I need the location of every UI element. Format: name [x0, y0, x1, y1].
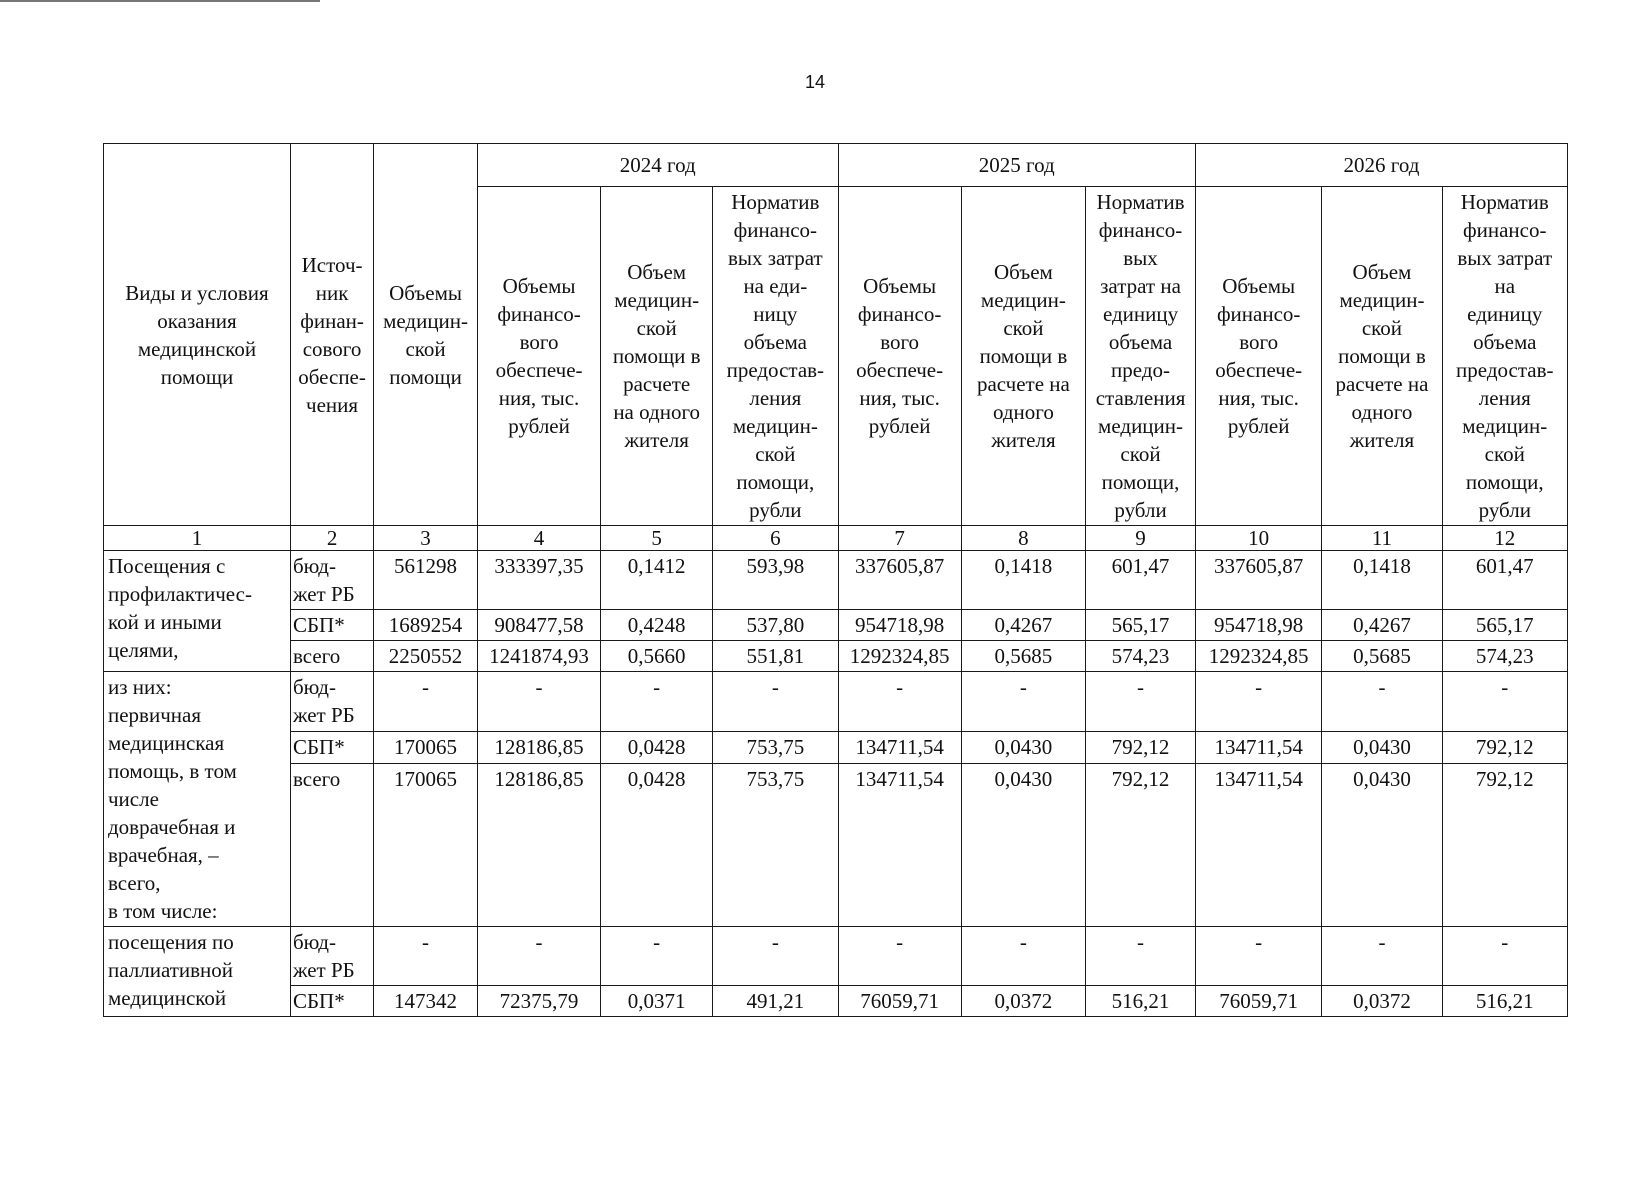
value-cell: 1241874,93 [477, 641, 600, 672]
value-cell: 537,80 [713, 610, 838, 641]
table-row [104, 763, 1568, 926]
value-cell: 792,12 [1442, 732, 1567, 764]
medical-care-volume-table [103, 143, 1568, 1017]
care-type-description: Посещения с профилактичес- кой и иными целями, [104, 551, 291, 672]
value-cell: 0,0430 [961, 732, 1085, 764]
funding-source-cell: всего [290, 641, 373, 672]
column-number: 4 [477, 526, 600, 551]
column-number: 5 [601, 526, 713, 551]
funding-source-cell: СБП* [290, 986, 373, 1017]
value-cell: 0,4248 [601, 610, 713, 641]
table-row [104, 732, 1568, 764]
value-cell: - [1086, 672, 1196, 732]
value-cell: - [601, 927, 713, 986]
header-row-years [104, 144, 1568, 187]
value-cell: 516,21 [1442, 986, 1567, 1017]
column-number: 10 [1196, 526, 1322, 551]
value-cell: 0,0430 [961, 763, 1085, 926]
header-2025-cost-norm: Норматив финансо- вых затрат на единицу объема предо- ставления медицин- ской помощи, рубли [1086, 187, 1196, 526]
scan-edge-line [0, 0, 320, 2]
header-year-2024: 2024 год [477, 144, 838, 187]
table-row [104, 672, 1568, 732]
value-cell: 0,5685 [1322, 641, 1442, 672]
value-cell: - [1086, 927, 1196, 986]
value-cell: - [477, 672, 600, 732]
value-cell: 128186,85 [477, 763, 600, 926]
header-care-volume: Объемы медицин- ской помощи [374, 144, 478, 526]
value-cell: - [601, 672, 713, 732]
column-number: 7 [838, 526, 961, 551]
value-cell: 134711,54 [1196, 732, 1322, 764]
value-cell: 337605,87 [1196, 551, 1322, 610]
funding-source-cell: всего [290, 763, 373, 926]
value-cell: 792,12 [1086, 763, 1196, 926]
funding-source-cell: бюд- жет РБ [290, 927, 373, 986]
header-2026-cost-norm: Норматив финансо- вых затрат на единицу объема предостав- ления медицин- ской помощи, рубли [1442, 187, 1567, 526]
value-cell: 1292324,85 [838, 641, 961, 672]
table-row [104, 641, 1568, 672]
value-cell: 908477,58 [477, 610, 600, 641]
value-cell: - [1442, 672, 1567, 732]
header-2025-per-resident: Объем медицин- ской помощи в расчете на одного жителя [961, 187, 1085, 526]
column-number: 6 [713, 526, 838, 551]
value-cell: 128186,85 [477, 732, 600, 764]
value-cell: 574,23 [1442, 641, 1567, 672]
column-number: 3 [374, 526, 478, 551]
value-cell: 792,12 [1442, 763, 1567, 926]
value-cell: 561298 [374, 551, 478, 610]
value-cell: 1292324,85 [1196, 641, 1322, 672]
funding-source-cell: СБП* [290, 610, 373, 641]
value-cell: 593,98 [713, 551, 838, 610]
value-cell: 954718,98 [838, 610, 961, 641]
funding-source-cell: бюд- жет РБ [290, 672, 373, 732]
header-2024-cost-norm: Норматив финансо- вых затрат на еди- ницу объема предостав- ления медицин- ской помощи, рубли [713, 187, 838, 526]
column-number: 8 [961, 526, 1085, 551]
value-cell: - [477, 927, 600, 986]
value-cell: 0,1418 [1322, 551, 1442, 610]
value-cell: 954718,98 [1196, 610, 1322, 641]
value-cell: 0,5660 [601, 641, 713, 672]
value-cell: - [961, 672, 1085, 732]
value-cell: 0,0430 [1322, 763, 1442, 926]
value-cell: 491,21 [713, 986, 838, 1017]
value-cell: 170065 [374, 763, 478, 926]
value-cell: 147342 [374, 986, 478, 1017]
value-cell: 551,81 [713, 641, 838, 672]
value-cell: 601,47 [1442, 551, 1567, 610]
value-cell: 0,1418 [961, 551, 1085, 610]
value-cell: 0,0372 [1322, 986, 1442, 1017]
value-cell: 601,47 [1086, 551, 1196, 610]
value-cell: - [713, 927, 838, 986]
value-cell: 134711,54 [838, 763, 961, 926]
value-cell: 0,0371 [601, 986, 713, 1017]
header-2026-financing: Объемы финансо- вого обеспече- ния, тыс. рублей [1196, 187, 1322, 526]
value-cell: - [1196, 927, 1322, 986]
value-cell: 0,5685 [961, 641, 1085, 672]
value-cell: 1689254 [374, 610, 478, 641]
value-cell: 0,0428 [601, 763, 713, 926]
value-cell: 2250552 [374, 641, 478, 672]
value-cell: 72375,79 [477, 986, 600, 1017]
value-cell: 0,0428 [601, 732, 713, 764]
table-row [104, 986, 1568, 1017]
value-cell: - [961, 927, 1085, 986]
header-year-2025: 2025 год [838, 144, 1196, 187]
care-type-description: из них: первичная медицинская помощь, в том числе доврачебная и врачебная, – всего, в том числе: [104, 672, 291, 927]
value-cell: - [1196, 672, 1322, 732]
value-cell: 333397,35 [477, 551, 600, 610]
value-cell: - [1442, 927, 1567, 986]
value-cell: 337605,87 [838, 551, 961, 610]
value-cell: - [374, 672, 478, 732]
column-number-row [104, 526, 1568, 551]
header-2024-per-resident: Объем медицин- ской помощи в расчете на одного жителя [601, 187, 713, 526]
table-row [104, 551, 1568, 610]
value-cell: 0,1412 [601, 551, 713, 610]
table-body [104, 551, 1568, 1017]
value-cell: 76059,71 [838, 986, 961, 1017]
value-cell: - [713, 672, 838, 732]
funding-source-cell: бюд- жет РБ [290, 551, 373, 610]
column-number: 9 [1086, 526, 1196, 551]
column-number: 11 [1322, 526, 1442, 551]
value-cell: - [1322, 927, 1442, 986]
header-kinds-conditions: Виды и условия оказания медицинской помощи [104, 144, 291, 526]
header-2026-per-resident: Объем медицин- ской помощи в расчете на одного жителя [1322, 187, 1442, 526]
page-number: 14 [804, 72, 826, 92]
table-row [104, 927, 1568, 986]
value-cell: - [374, 927, 478, 986]
value-cell: 792,12 [1086, 732, 1196, 764]
header-funding-source: Источ- ник финан- сового обеспе- чения [290, 144, 373, 526]
column-number: 12 [1442, 526, 1567, 551]
column-number: 1 [104, 526, 291, 551]
value-cell: 76059,71 [1196, 986, 1322, 1017]
value-cell: 565,17 [1442, 610, 1567, 641]
header-2024-financing: Объемы финансо- вого обеспече- ния, тыс. рублей [477, 187, 600, 526]
value-cell: 753,75 [713, 763, 838, 926]
value-cell: - [1322, 672, 1442, 732]
value-cell: 170065 [374, 732, 478, 764]
care-type-description: посещения по паллиативной медицинской [104, 927, 291, 1017]
header-year-2026: 2026 год [1196, 144, 1568, 187]
value-cell: 565,17 [1086, 610, 1196, 641]
header-2025-financing: Объемы финансо- вого обеспече- ния, тыс. рублей [838, 187, 961, 526]
funding-source-cell: СБП* [290, 732, 373, 764]
value-cell: 0,4267 [961, 610, 1085, 641]
value-cell: 134711,54 [1196, 763, 1322, 926]
column-number: 2 [290, 526, 373, 551]
value-cell: 753,75 [713, 732, 838, 764]
table-row [104, 610, 1568, 641]
value-cell: 0,0430 [1322, 732, 1442, 764]
value-cell: - [838, 927, 961, 986]
value-cell: 516,21 [1086, 986, 1196, 1017]
value-cell: 574,23 [1086, 641, 1196, 672]
value-cell: - [838, 672, 961, 732]
value-cell: 134711,54 [838, 732, 961, 764]
value-cell: 0,0372 [961, 986, 1085, 1017]
value-cell: 0,4267 [1322, 610, 1442, 641]
